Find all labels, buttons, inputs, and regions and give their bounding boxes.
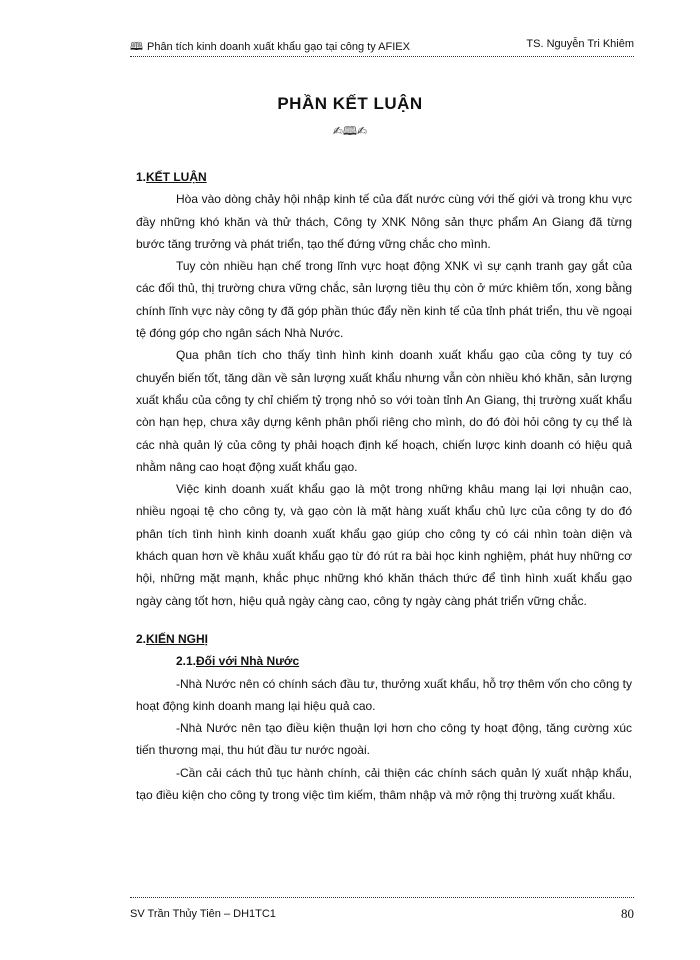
- paragraph: -Cần cải cách thủ tục hành chính, cải thiện các chính sách quản lý xuất nhập khẩu, tạo điều kiện cho công ty trong việc tìm kiếm, thâm nhập và mở rộng thị trường xuất khẩu.: [136, 765, 632, 803]
- paragraph: Tuy còn nhiều hạn chế trong lĩnh vực hoạt động XNK vì sự cạnh tranh gay gắt của các đối thủ, thị trường chưa vững chắc, sản lượng tiêu thụ còn ở mức khiêm tốn, xong bằng chính lĩnh vực này công ty đã góp phần thúc đẩy nền kinh tế của tỉnh phát triển, thu về ngoại tệ đóng góp cho ngân sách Nhà Nước.: [136, 259, 632, 341]
- page-header: [130, 38, 634, 54]
- section-heading-conclusion: 1.KẾT LUẬN: [136, 170, 207, 184]
- paragraph: Việc kinh doanh xuất khẩu gạo là một trong những khâu mang lại lợi nhuận cao, nhiều ngoại tệ cho công ty, và gạo còn là mặt hàng xuất khẩu chủ lực của công ty do đó phân tích tình hình kinh doanh xuất khẩu gạo giúp cho công ty có cái nhìn toàn diện và khách quan hơn về khâu xuất khẩu gạo từ đó rút ra bài học kinh nghiệm, phát huy những cơ hội, những mặt mạnh, khắc phục những khó khăn thách thức để tình hình xuất khẩu gạo ngày càng tốt hơn, hiệu quả ngày càng cao, công ty ngày càng phát triển vững chắc.: [136, 482, 632, 608]
- header-title: Phân tích kinh doanh xuất khẩu gạo tại công ty AFIEX: [146, 41, 410, 53]
- page-number: 80: [621, 906, 634, 921]
- paragraph: -Nhà Nước nên tạo điều kiện thuận lợi hơn cho công ty hoạt động, tăng cường xúc tiến thương mại, thu hút đầu tư nước ngoài.: [136, 721, 632, 758]
- footer-student: SV Trần Thủy Tiên – DH1TC1: [130, 908, 276, 920]
- paragraph: Hòa vào dòng chảy hội nhập kinh tế của đất nước cùng với thế giới và trong khu vực đầy những khó khăn và thử thách, Công ty XNK Nông sản thực phẩm An Giang đã từng bước tăng trưởng và phát triển, tạo thế đứng vững chắc cho mình.: [136, 192, 632, 251]
- header-author: TS. Nguyễn Tri Khiêm: [526, 38, 634, 50]
- header-left: [130, 38, 410, 57]
- paragraph: Qua phân tích cho thấy tình hình kinh doanh xuất khẩu gạo của công ty tuy có chuyển biến tốt, tăng dần về sản lượng xuất khẩu nhưng vẫn còn nhiều khó khăn, sản lượng xuất khẩu của công ty chỉ chiếm tỷ trọng nhỏ so với toàn tỉnh An Giang, thị trường xuất khẩu còn hạn hẹp, chưa xây dựng kênh phân phối riêng cho mình, do đó đòi hỏi công ty cụ thể là các nhà quản lý của công ty phải hoạch định kế hoạch, chiến lược kinh doanh có hiệu quả nhằm nâng cao hoạt động xuất khẩu gạo.: [136, 348, 632, 474]
- document-body: [136, 166, 632, 806]
- ornament-icon: ✍🕮✍: [332, 124, 368, 138]
- book-icon: 🕮: [130, 41, 143, 53]
- page-footer: [130, 906, 634, 924]
- subsection-heading-state: 2.1.Đối với Nhà Nước: [176, 654, 300, 669]
- paragraph: -Nhà Nước nên có chính sách đầu tư, thưởng xuất khẩu, hỗ trợ thêm vốn cho công ty hoạt động kinh doanh mang lại hiệu quả cao.: [136, 676, 632, 713]
- header-divider: [130, 56, 634, 57]
- section-heading-recommendations: 2.KIẾN NGHỊ: [136, 631, 209, 646]
- page-title: PHẦN KẾT LUẬN: [277, 94, 423, 113]
- footer-divider: [130, 897, 634, 898]
